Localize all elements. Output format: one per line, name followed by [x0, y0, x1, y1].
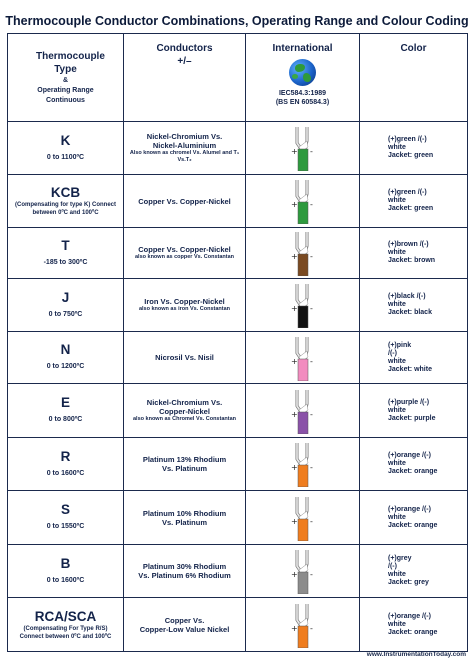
type-name: K — [60, 132, 71, 148]
conductor-line1: Platinum 30% Rhodium — [142, 562, 227, 571]
thermocouple-lead-icon — [288, 495, 318, 541]
type-cell — [8, 332, 124, 384]
color-cell — [360, 598, 468, 652]
page-title: Thermocouple Conductor Combinations, Operating Range and Colour Coding — [5, 14, 469, 28]
type-range: 0 to 1600ºC — [46, 469, 85, 477]
jacket-color: Jacket: green — [388, 152, 434, 159]
jacket-color: Jacket: grey — [388, 579, 429, 586]
color-cell — [360, 332, 468, 384]
international-cell — [246, 228, 360, 279]
international-cell — [246, 175, 360, 228]
jacket-color: Jacket: purple — [388, 414, 436, 422]
color-line3: white — [388, 357, 406, 365]
international-cell — [246, 545, 360, 598]
conductor-line1: Platinum 13% Rhodium — [142, 455, 227, 464]
svg-text:-: - — [309, 252, 313, 261]
international-cell — [246, 122, 360, 175]
international-cell — [246, 438, 360, 491]
conductors-cell — [124, 279, 246, 332]
color-line1: (+)brown /(-) — [388, 241, 429, 248]
international-cell — [246, 332, 360, 384]
header-type-range: Operating Range Continuous — [37, 86, 94, 104]
svg-text:+: + — [290, 200, 298, 209]
color-line2: white — [388, 301, 406, 308]
type-cell — [8, 228, 124, 279]
conductors-cell — [124, 384, 246, 438]
conductor-aka: also known as iron Vs. Constantan — [138, 306, 231, 312]
table-row — [8, 491, 468, 545]
conductor-aka: Also known as chromel Vs. Alumel and T₁ Vs.T₂ — [129, 150, 240, 163]
header-conductors-sign: +/– — [177, 56, 192, 67]
table-row — [8, 384, 468, 438]
color-cell — [360, 491, 468, 545]
header-type-amp: & — [62, 76, 69, 84]
conductors-cell — [124, 545, 246, 598]
svg-text:-: - — [309, 147, 313, 156]
jacket-color: Jacket: orange — [388, 468, 438, 475]
header-conductors — [124, 34, 246, 122]
conductor-line2: Vs. Platinum 6% Rhodium — [138, 571, 231, 580]
conductors-cell — [124, 598, 246, 652]
header-color-label: Color — [400, 43, 427, 54]
jacket-color: Jacket: white — [388, 365, 432, 373]
international-cell — [246, 491, 360, 545]
svg-text:-: - — [309, 570, 313, 579]
color-line1: (+)black /(-) — [388, 293, 426, 300]
table-row — [8, 332, 468, 384]
conductor-line1: Copper Vs. — [164, 615, 205, 625]
svg-text:-: - — [309, 304, 313, 313]
color-line1: (+)orange /(-) — [388, 452, 431, 459]
color-line2: /(-) — [388, 563, 397, 570]
svg-text:-: - — [309, 409, 313, 419]
table-row — [8, 122, 468, 175]
color-cell — [360, 545, 468, 598]
color-cell — [360, 279, 468, 332]
color-line1: (+)green /(-) — [388, 189, 427, 196]
conductors-cell — [124, 491, 246, 545]
color-cell — [360, 384, 468, 438]
standard-line1: IEC584.3:1989 — [278, 90, 327, 97]
table-row — [8, 438, 468, 491]
header-color — [360, 34, 468, 122]
standard-line2: (BS EN 60584.3) — [275, 99, 330, 106]
conductor-line2: Vs. Platinum — [161, 517, 207, 527]
thermocouple-lead-icon — [288, 441, 318, 487]
type-name: N — [60, 342, 71, 357]
conductors-cell — [124, 438, 246, 491]
svg-text:+: + — [290, 516, 298, 526]
svg-text:+: + — [290, 570, 298, 579]
international-cell — [246, 279, 360, 332]
thermocouple-lead-icon — [288, 282, 318, 328]
thermocouple-table — [7, 33, 468, 652]
thermocouple-lead-icon — [288, 335, 318, 381]
svg-text:+: + — [290, 147, 298, 156]
color-line2: white — [388, 620, 406, 628]
conductor-aka: also known as Chromel Vs. Constantan — [133, 416, 236, 422]
color-line1: (+)pink — [388, 341, 412, 349]
color-line2: white — [388, 460, 406, 467]
color-line2: white — [388, 197, 406, 204]
conductor-line2: Nickel-Aluminium — [152, 141, 217, 150]
thermocouple-lead-icon — [288, 125, 318, 171]
conductor-line2: Copper-Low Value Nickel — [139, 624, 230, 634]
globe-icon — [289, 59, 316, 86]
type-name: S — [60, 502, 70, 517]
color-cell — [360, 438, 468, 491]
color-line1: (+)orange /(-) — [388, 505, 431, 513]
svg-text:+: + — [290, 463, 298, 472]
color-line1: (+)orange /(-) — [388, 612, 431, 620]
type-cell — [8, 438, 124, 491]
table-row — [8, 279, 468, 332]
header-conductors-label: Conductors — [156, 43, 213, 54]
svg-text:-: - — [309, 200, 313, 209]
type-name: KCB — [50, 185, 81, 200]
color-cell — [360, 228, 468, 279]
conductors-cell — [124, 228, 246, 279]
type-note: (Compensating For Type R/S) Connect between 0ºC and 100ºC — [19, 625, 112, 640]
header-row — [8, 34, 468, 122]
color-line1: (+)green /(-) — [388, 136, 427, 143]
svg-text:-: - — [309, 623, 313, 633]
jacket-color: Jacket: orange — [388, 628, 438, 636]
type-cell — [8, 545, 124, 598]
type-name: E — [60, 395, 70, 410]
table-row — [8, 228, 468, 279]
svg-text:+: + — [290, 356, 298, 366]
conductor-line1: Nickel-Chromium Vs. — [146, 132, 223, 141]
type-range: 0 to 1600ºC — [46, 576, 85, 584]
type-range: 0 to 750ºC — [48, 310, 83, 318]
type-cell — [8, 491, 124, 545]
color-line2: white — [388, 513, 406, 521]
conductors-cell — [124, 175, 246, 228]
color-line2: /(-) — [388, 349, 397, 357]
svg-text:+: + — [290, 304, 298, 313]
type-range: 0 to 800ºC — [48, 416, 83, 423]
svg-text:-: - — [309, 463, 313, 472]
type-name: T — [61, 237, 70, 253]
type-cell — [8, 598, 124, 652]
conductor-line2: Vs. Platinum — [161, 464, 207, 473]
color-line1: (+)grey — [388, 555, 412, 562]
conductor-line1: Copper Vs. Copper-Nickel — [138, 245, 231, 254]
type-range: 0 to 1200ºC — [46, 363, 85, 370]
header-international-label: International — [272, 43, 333, 54]
svg-text:+: + — [290, 623, 298, 633]
international-cell — [246, 598, 360, 652]
color-cell — [360, 175, 468, 228]
table-row — [8, 175, 468, 228]
color-line2: white — [388, 406, 406, 414]
type-cell — [8, 175, 124, 228]
conductor-line1: Nickel-Chromium Vs. — [146, 398, 223, 407]
svg-text:-: - — [309, 516, 313, 526]
type-cell — [8, 384, 124, 438]
thermocouple-lead-icon — [288, 602, 318, 648]
international-cell — [246, 384, 360, 438]
jacket-color: Jacket: black — [388, 309, 432, 316]
jacket-color: Jacket: green — [388, 205, 434, 212]
color-cell — [360, 122, 468, 175]
conductors-cell — [124, 332, 246, 384]
jacket-color: Jacket: brown — [388, 257, 436, 264]
conductor-line1: Copper Vs. Copper-Nickel — [138, 196, 231, 206]
conductor-line2: Copper-Nickel — [159, 407, 210, 416]
type-range: 0 to 1100ºC — [46, 153, 85, 161]
color-line2: white — [388, 249, 406, 256]
svg-text:-: - — [309, 356, 313, 366]
type-name: RCA/SCA — [34, 608, 97, 624]
jacket-color: Jacket: orange — [388, 521, 438, 529]
header-international — [246, 34, 360, 122]
svg-text:+: + — [290, 409, 298, 419]
svg-text:+: + — [290, 252, 298, 261]
type-range: 0 to 1550ºC — [46, 523, 85, 530]
table-row — [8, 545, 468, 598]
color-line2: white — [388, 144, 406, 151]
conductor-line1: Platinum 10% Rhodium — [142, 508, 227, 518]
color-line1: (+)purple /(-) — [388, 398, 430, 406]
color-line3: white — [388, 571, 406, 578]
conductor-line1: Nicrosil Vs. Nisil — [155, 353, 214, 362]
conductor-line1: Iron Vs. Copper-Nickel — [144, 297, 225, 306]
thermocouple-lead-icon — [288, 388, 318, 434]
type-name: R — [60, 448, 71, 464]
type-note: (Compensating for type K) Connect between 0ºC and 100ºC — [14, 202, 116, 216]
type-name: B — [60, 555, 71, 571]
type-name: J — [61, 289, 70, 305]
footer-url: www.InstrumentationToday.com — [366, 651, 466, 658]
table-row — [8, 598, 468, 652]
thermocouple-lead-icon — [288, 548, 318, 594]
conductors-cell — [124, 122, 246, 175]
thermocouple-lead-icon — [288, 230, 318, 276]
header-type — [8, 34, 124, 122]
header-type-label: Thermocouple Type — [36, 50, 105, 75]
type-range: -185 to 300ºC — [43, 258, 88, 266]
type-cell — [8, 279, 124, 332]
thermocouple-lead-icon — [288, 178, 318, 224]
conductor-aka: also known as copper Vs. Constantan — [134, 254, 235, 260]
type-cell — [8, 122, 124, 175]
